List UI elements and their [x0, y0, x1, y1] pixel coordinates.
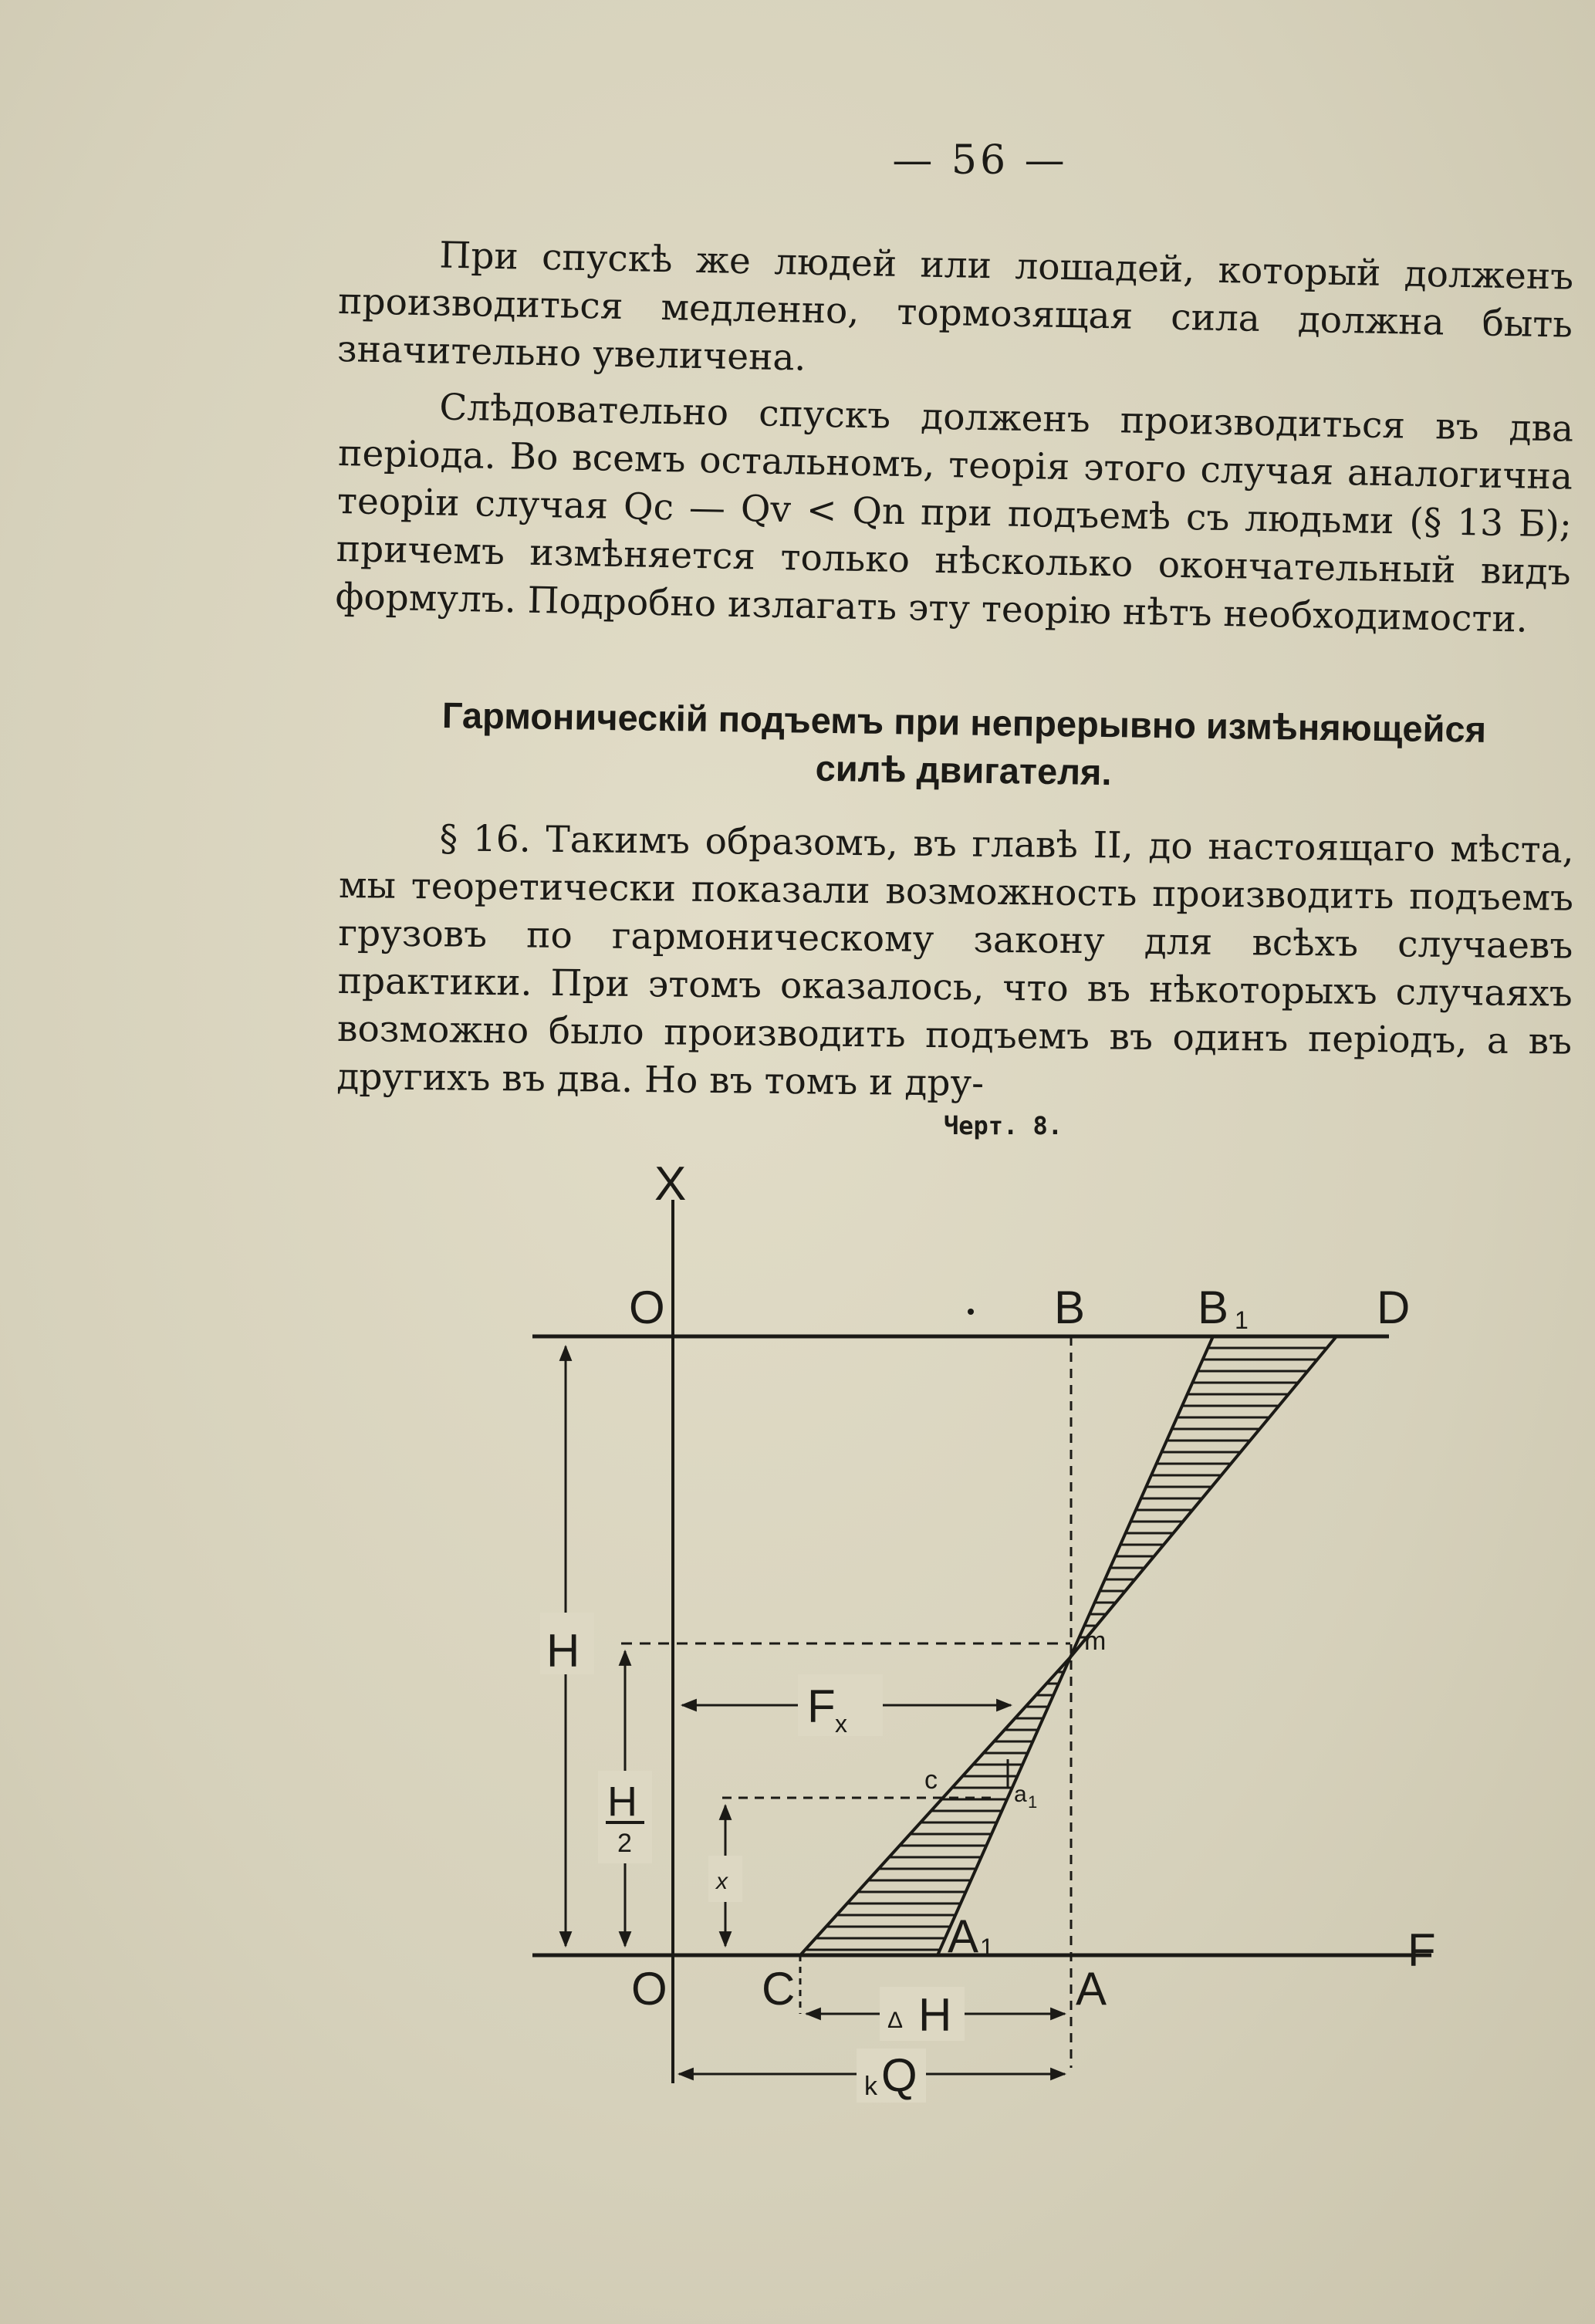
- label-o-bottom: O: [631, 1963, 667, 2015]
- label-m: m: [1084, 1626, 1107, 1656]
- label-a1-point-sub: 1: [980, 1934, 994, 1961]
- label-a: A: [1076, 1963, 1107, 2015]
- label-x-axis: X: [654, 1157, 687, 1211]
- paragraph-3-text: § 16. Такимъ образомъ, въ главѣ II, до настоящаго мѣста, мы теоретически показали возможность производить подъемъ грузовъ по гармоническому закону для всѣхъ случаевъ практики. При этомъ оказалось, что въ нѣкоторыхъ случаяхъ возможно было производить подъемъ въ одинъ періодъ, а въ другихъ въ два. Но въ томъ и дру-: [336, 817, 1574, 1105]
- label-a1-sub: 1: [1028, 1792, 1038, 1812]
- label-d: D: [1377, 1282, 1411, 1333]
- label-x-dimension: x: [716, 1869, 728, 1894]
- page-number: — 56 —: [892, 137, 1068, 184]
- label-b1: B: [1198, 1282, 1229, 1333]
- label-q: Q: [881, 2049, 917, 2101]
- label-h-half-numerator: H: [607, 1778, 637, 1825]
- label-f: F: [1407, 1924, 1436, 1976]
- label-b: B: [1054, 1282, 1086, 1333]
- label-b1-sub: 1: [1235, 1306, 1249, 1334]
- figure-caption: Черт. 8.: [943, 1111, 1063, 1140]
- dot-mark: [968, 1309, 974, 1315]
- label-a1-point: A: [948, 1910, 979, 1962]
- label-fx-sub: x: [835, 1710, 847, 1738]
- label-delta: Δ: [887, 2008, 904, 2033]
- paragraph-2-text: Слѣдовательно спускъ долженъ производиться въ два періода. Во всемъ остальномъ, теорія этого случая аналогична теоріи случая Qc — Qv < Qn при подъемѣ съ людьми (§ 13 Б); причемъ измѣняется только нѣсколько окончательный видъ формулъ. Подробно излагать эту теорію нѣтъ необходимости.: [335, 386, 1574, 641]
- label-h-half-denominator: 2: [617, 1829, 632, 1858]
- label-o-top: O: [629, 1282, 665, 1333]
- label-h: H: [546, 1625, 580, 1677]
- label-c-lower: c: [924, 1765, 938, 1795]
- section-heading-line-2: силѣ двигателя.: [815, 747, 1112, 793]
- label-a1: a: [1014, 1782, 1027, 1807]
- section-heading-line-1: Гармоническій подъемъ при непрерывно измѣняющейся: [441, 694, 1487, 750]
- upper-hatched-triangle: [1070, 1336, 1336, 1657]
- label-c: C: [762, 1963, 796, 2015]
- label-fx: F: [807, 1681, 836, 1732]
- label-delta-h: H: [918, 1989, 952, 2041]
- label-k: k: [864, 2072, 877, 2101]
- paragraph-1-text: При спускѣ же людей или лошадей, который долженъ производиться медленно, тормозящая сила должна быть значительно увеличена.: [336, 234, 1574, 380]
